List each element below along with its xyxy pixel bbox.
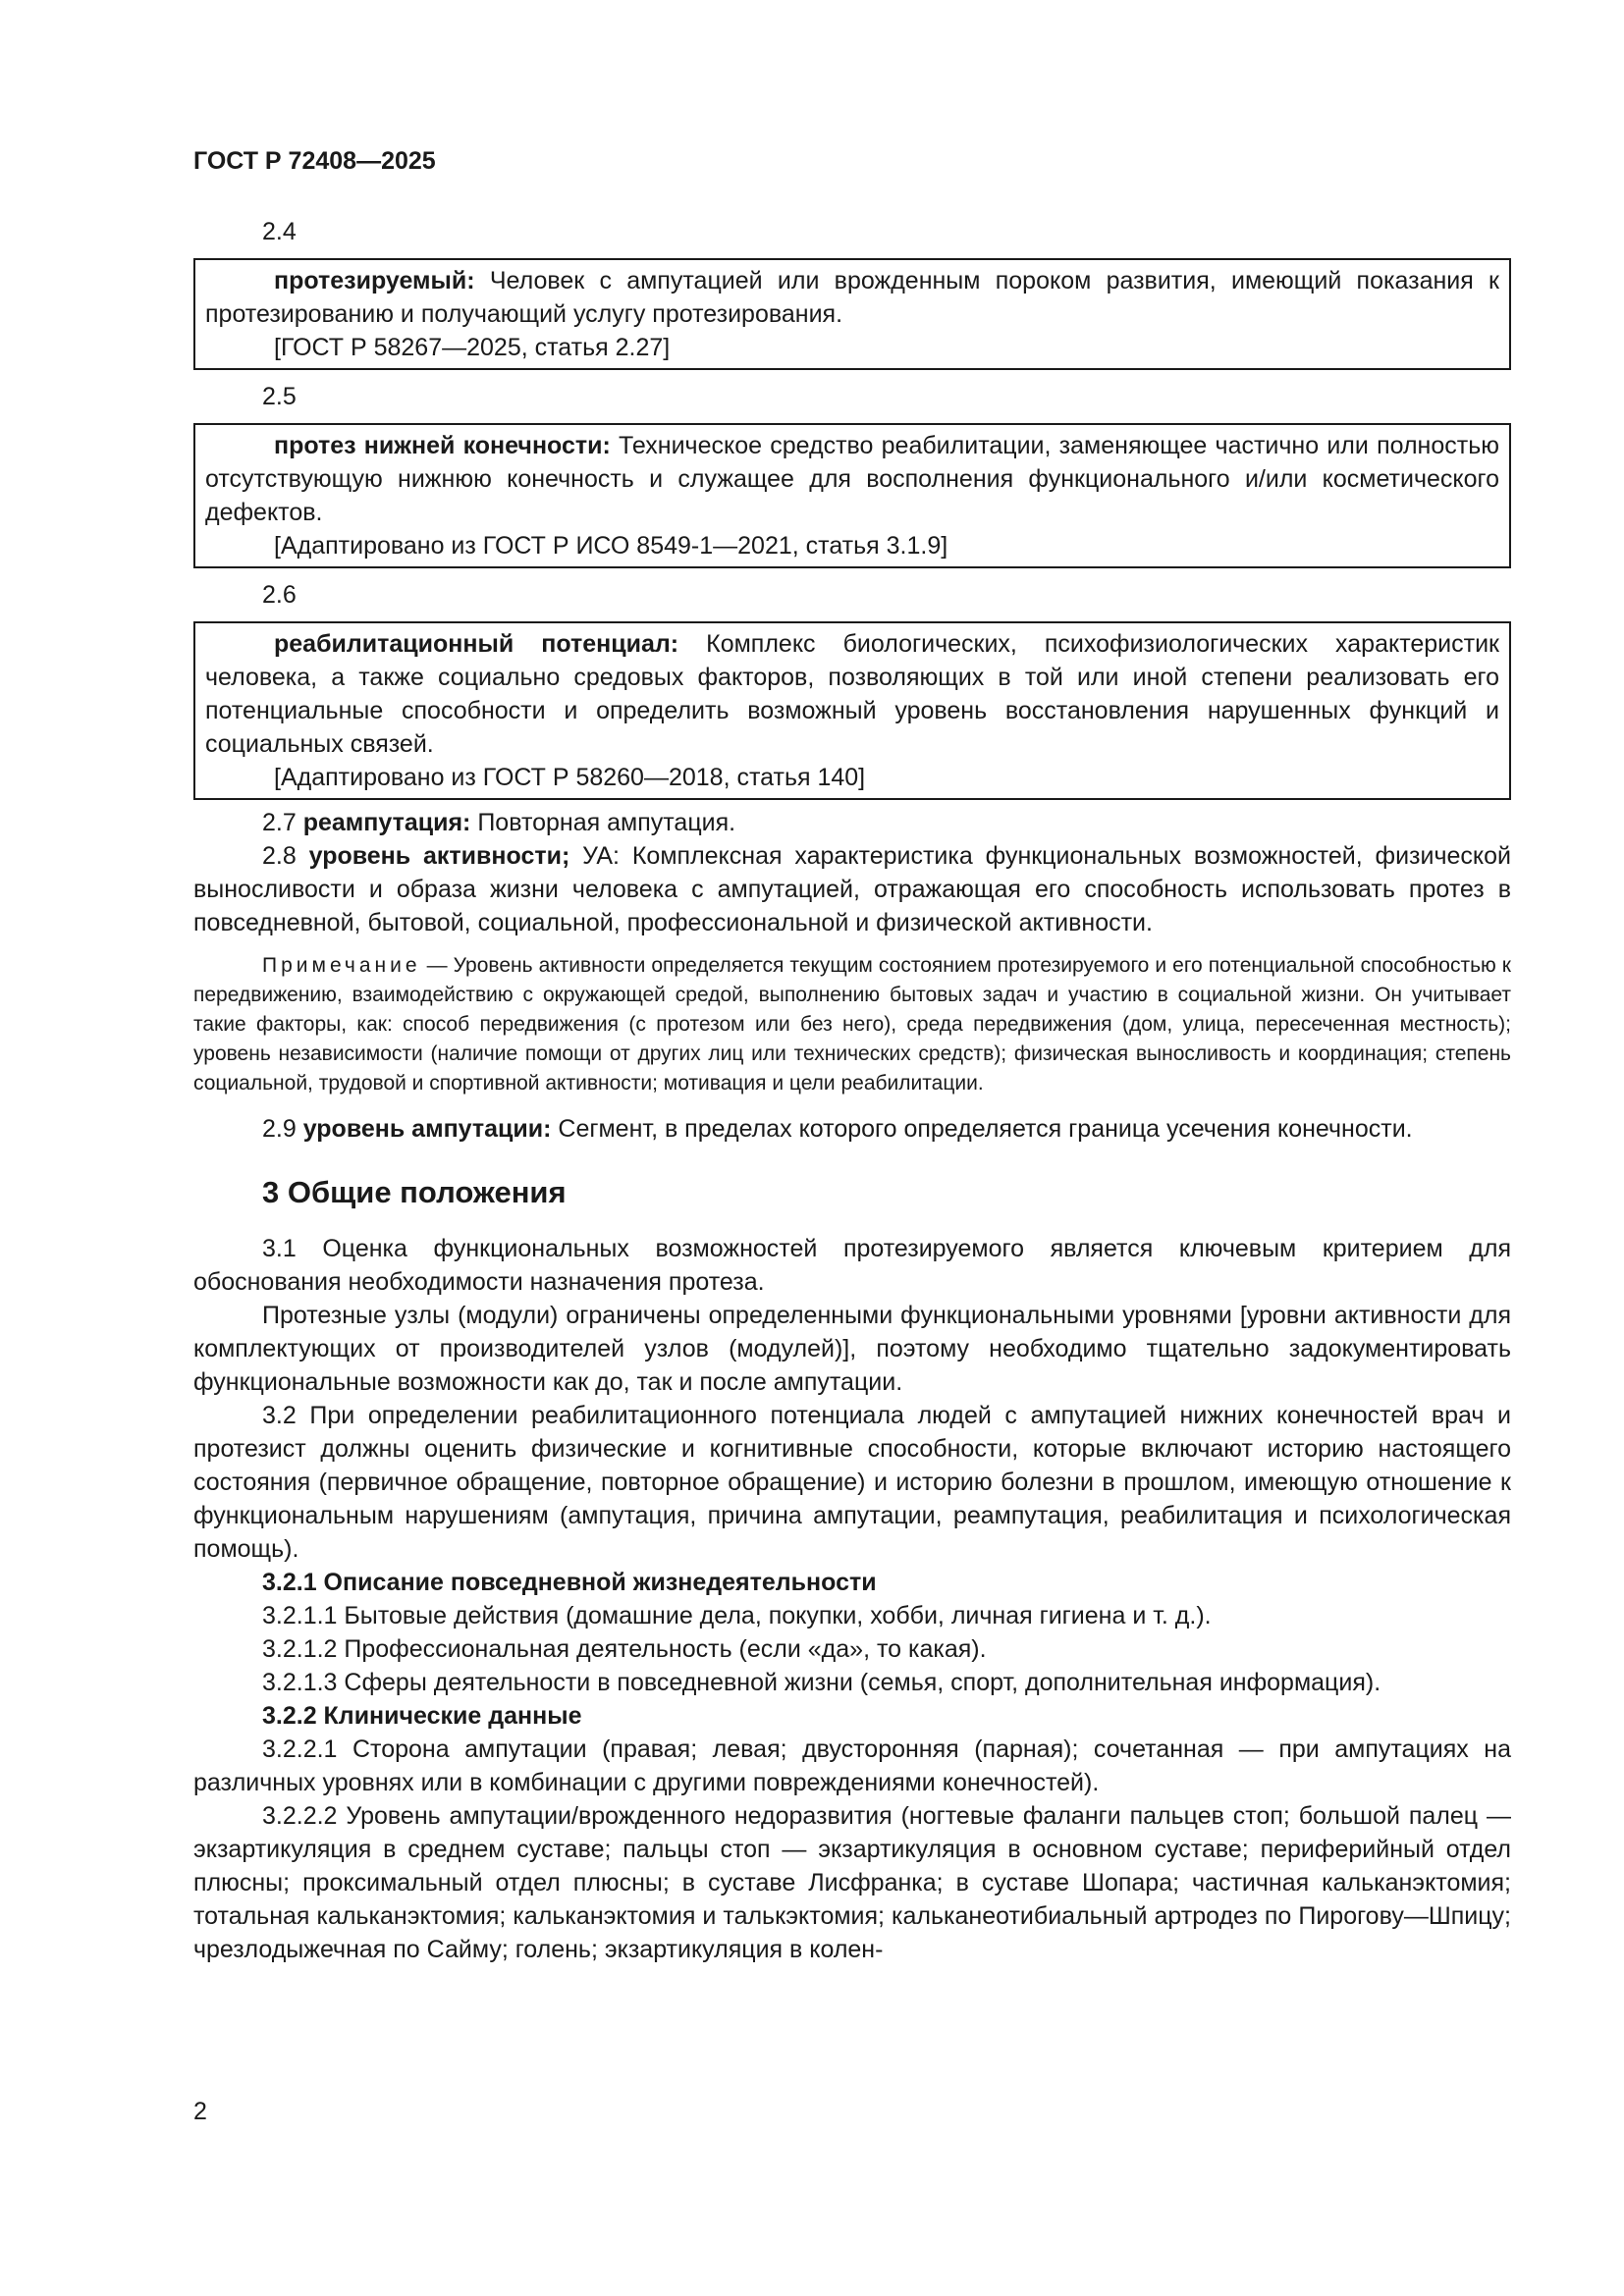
term-source: [Адаптировано из ГОСТ Р 58260—2018, статья 140] xyxy=(274,764,866,791)
term-name: протезируемый: xyxy=(274,267,475,294)
term-definition: реабилитационный потенциал: Комплекс биологических, психофизиологических характеристик человека, а также социально средовых факторов, позволяющих в той или иной степени реализовать его потенциальные способности и определить возможный уровень восстановления нарушенных функций и социальных связей. xyxy=(205,630,1499,758)
term-2-7: 2.7 реампутация: Повторная ампутация. xyxy=(262,809,736,836)
paragraph: Протезные узлы (модули) ограничены определенными функциональными уровнями [уровни активности для комплектующих от производителей узлов (модулей)], поэтому необходимо тщательно задокументировать функциональные возможности как до, так и после ампутации. xyxy=(193,1302,1511,1396)
paragraph: 3.2.1.1 Бытовые действия (домашние дела, покупки, хобби, личная гигиена и т. д.). xyxy=(262,1602,1212,1629)
subsection-heading: 3.2.1 Описание повседневной жизнедеятельности xyxy=(262,1569,877,1596)
note: Примечание — Уровень активности определяется текущим состоянием протезируемого и его потенциальной способностью к передвижению, взаимодействию с окружающей средой, выполнению бытовых задач и участию в социальной жизни. Он учитывает такие факторы, как: способ передвижения (с протезом или без него), среда передвижения (дом, улица, пересеченная местность); уровень независимости (наличие помощи от других лиц или технических средств); физическая выносливость и координация; степень социальной, трудовой и спортивной активности; мотивация и цели реабилитации. xyxy=(193,954,1511,1095)
term-2-9: 2.9 уровень ампутации: Сегмент, в пределах которого определяется граница усечения конечности. xyxy=(262,1115,1413,1143)
section-body xyxy=(193,1232,1511,1966)
paragraph: 3.2 При определении реабилитационного потенциала людей с ампутацией нижних конечностей врач и протезист должны оценить физические и когнитивные способности, которые включают историю настоящего состояния (первичное обращение, повторное обращение) и историю болезни в прошлом, имеющую отношение к функциональным нарушениям (ампутация, причина ампутации, реампутация, реабилитация и психологическая помощь). xyxy=(193,1402,1511,1563)
term-name: реабилитационный потенциал: xyxy=(274,630,679,658)
document-header: ГОСТ Р 72408—2025 xyxy=(193,147,436,175)
document-page xyxy=(193,147,1511,1966)
term-number: 2.6 xyxy=(262,581,297,609)
term-box xyxy=(193,423,1511,568)
term-name: протез нижней конечности: xyxy=(274,432,611,459)
section-title: 3 Общие положения xyxy=(262,1175,567,1209)
term-definition: протез нижней конечности: Техническое средство реабилитации, заменяющее частично или полностью отсутствующую нижнюю конечность и служащее для восполнения функционального и/или косметического дефектов. xyxy=(205,432,1499,526)
term-box xyxy=(193,258,1511,370)
subsection-heading: 3.2.2 Клинические данные xyxy=(262,1702,582,1730)
term-definition: протезируемый: Человек с ампутацией или врожденным пороком развития, имеющий показания к протезированию и получающий услугу протезирования. xyxy=(205,267,1499,328)
term-number: 2.5 xyxy=(262,383,297,410)
paragraph: 3.2.2.2 Уровень ампутации/врожденного недоразвития (ногтевые фаланги пальцев стоп; большой палец — экзартикуляция в среднем суставе; пальцы стоп — экзартикуляция в основном суставе; периферийный отдел плюсны; проксимальный отдел плюсны; в суставе Лисфранка; в суставе Шопара; частичная кальканэктомия; тотальная кальканэктомия; кальканэктомия и талькэктомия; кальканеотибиальный артродез по Пирогову—Шпицу; чрезлодыжечная по Сайму; голень; экзартикуляция в колен- xyxy=(193,1802,1511,1963)
paragraph: 3.2.1.2 Профессиональная деятельность (если «да», то какая). xyxy=(262,1635,987,1663)
note-label: Примечание xyxy=(262,954,421,977)
term-2-8: 2.8 уровень активности; УА: Комплексная характеристика функциональных возможностей, физической выносливости и образа жизни человека с ампутацией, отражающая его способность использовать протез в повседневной, бытовой, социальной, профессиональной и физической активности. xyxy=(193,842,1511,936)
paragraph: 3.1 Оценка функциональных возможностей протезируемого является ключевым критерием для обоснования необходимости назначения протеза. xyxy=(193,1235,1511,1296)
paragraph: 3.2.2.1 Сторона ампутации (правая; левая; двусторонняя (парная); сочетанная — при ампутациях на различных уровнях или в комбинации с другими повреждениями конечностей). xyxy=(193,1735,1511,1796)
term-source: [ГОСТ Р 58267—2025, статья 2.27] xyxy=(274,334,671,361)
paragraph: 3.2.1.3 Сферы деятельности в повседневной жизни (семья, спорт, дополнительная информация). xyxy=(262,1669,1381,1696)
term-source: [Адаптировано из ГОСТ Р ИСО 8549-1—2021, статья 3.1.9] xyxy=(274,532,948,560)
term-number: 2.4 xyxy=(262,218,297,245)
term-box xyxy=(193,621,1511,800)
page-number: 2 xyxy=(193,2098,207,2125)
